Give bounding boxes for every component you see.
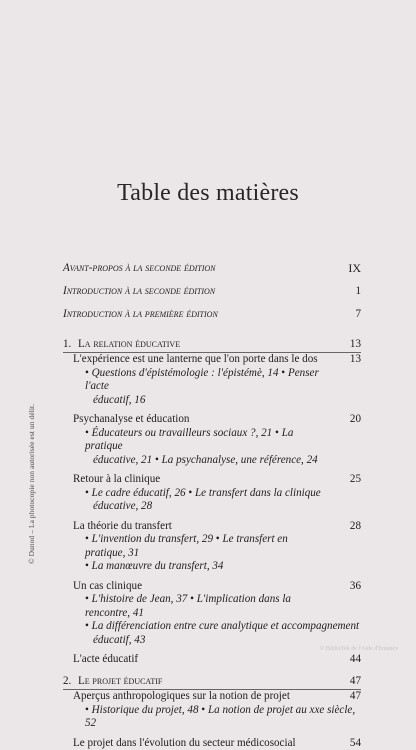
section-label: Psychanalyse et éducation [73,413,189,425]
toc-entry-page: 1 [355,285,361,299]
bullet: • [85,533,89,545]
toc-section[interactable] [63,580,361,594]
toc-subsections [63,533,361,560]
bullet: • [85,593,89,605]
toc-subsections-cont [63,454,361,468]
section-page: 13 [350,353,361,367]
bullet: • [85,427,89,439]
toc-subsections [63,593,361,620]
bullet: • [201,704,205,716]
section-label: Retour à la clinique [73,473,160,485]
section-page: 28 [350,520,361,534]
bullet: • [85,560,89,572]
bullet: • [188,487,192,499]
chapter-number: 2. [63,675,78,689]
copyright-side-note: © Dunod – La photocopie non autorisée est un délit. [27,404,36,564]
toc-entry-page: IX [348,262,361,276]
toc-section[interactable] [63,413,361,427]
toc-chapter-1[interactable] [63,338,361,352]
section-page: 47 [350,690,361,704]
toc-subsections-cont [63,394,361,408]
toc-subsections [63,427,361,454]
subsection-label: La notion de projet au xxe siècle, 52 [85,704,355,730]
subsection-label: La manœuvre du transfert, 34 [92,560,224,572]
subsection-label: Penser l'acte [85,367,319,393]
bullet: • [281,367,285,379]
toc-section[interactable] [63,737,361,750]
subsection-label: Éducateurs ou travailleurs sociaux ?, 21 [92,427,273,439]
bullet: • [155,454,159,466]
chapter-page: 13 [350,338,361,352]
subsection-label: L'implication dans la rencontre, 41 [85,593,291,619]
subsection-label: L'invention du transfert, 29 [92,533,213,545]
section-page: 44 [350,653,361,667]
subsection-label: éducatif, 16 [93,394,145,406]
toc-subsections-cont [63,500,361,514]
subsection-label: Le transfert dans la clinique [195,487,321,499]
subsection-label: La pratique [85,427,293,453]
subsection-label: Le cadre éducatif, 26 [92,487,186,499]
subsection-label: éducatif, 43 [93,634,145,646]
section-page: 36 [350,580,361,594]
section-label: Aperçus anthropologiques sur la notion de projet [73,690,290,702]
subsection-label: éducative, 21 [93,454,152,466]
section-page: 20 [350,413,361,427]
subsection-label: La différenciation entre cure analytique et accompagnement [92,620,359,632]
library-watermark: © BiblioTek de l'Aide d'Enfance [320,646,398,652]
toc-subsections-cont [63,634,361,648]
section-page: 25 [350,473,361,487]
chapter-title: Le projet éducatif [78,675,162,687]
subsection-label: éducative, 28 [93,500,152,512]
toc-entry-label: Introduction à la première édition [63,308,218,320]
bullet: • [85,620,89,632]
toc-section[interactable] [63,473,361,487]
chapter-page: 47 [350,675,361,689]
subsection-label: Le transfert en pratique, 31 [85,533,288,559]
subsection-label: La psychanalyse, une référence, 24 [162,454,318,466]
toc-entry-label: Avant-propos à la seconde édition [63,262,216,274]
section-label: Le projet dans l'évolution du secteur médicosocial [73,737,296,749]
page-title: Table des matières [0,180,416,207]
toc-section[interactable] [63,653,361,667]
chapter-title: La relation éducative [78,338,180,350]
toc-subsections [63,487,361,501]
bullet: • [85,704,89,716]
toc-subsections [63,367,361,394]
toc-subsections [63,704,361,731]
section-label: L'expérience est une lanterne que l'on porte dans le dos [73,353,318,365]
bullet: • [216,533,220,545]
section-label: Un cas clinique [73,580,142,592]
bullet: • [85,367,89,379]
subsection-label: Questions d'épistémologie : l'épistémè, 14 [92,367,279,379]
table-of-contents [63,262,361,750]
subsection-label: L'histoire de Jean, 37 [92,593,188,605]
section-label: La théorie du transfert [73,520,172,532]
toc-section[interactable] [63,690,361,704]
toc-entry-intro-seconde[interactable] [63,285,361,299]
section-page: 54 [350,737,361,750]
toc-entry-label: Introduction à la seconde édition [63,285,215,297]
chapter-number: 1. [63,338,78,352]
toc-subsections [63,620,361,634]
toc-section[interactable] [63,520,361,534]
subsection-label: Historique du projet, 48 [92,704,199,716]
toc-section[interactable] [63,353,361,367]
section-label: L'acte éducatif [73,653,138,665]
toc-chapter-2[interactable] [63,675,361,689]
bullet: • [190,593,194,605]
bullet: • [85,487,89,499]
toc-entry-avant-propos[interactable] [63,262,361,276]
bullet: • [275,427,279,439]
toc-entry-page: 7 [355,308,361,322]
toc-entry-intro-premiere[interactable] [63,308,361,322]
toc-subsections [63,560,361,574]
